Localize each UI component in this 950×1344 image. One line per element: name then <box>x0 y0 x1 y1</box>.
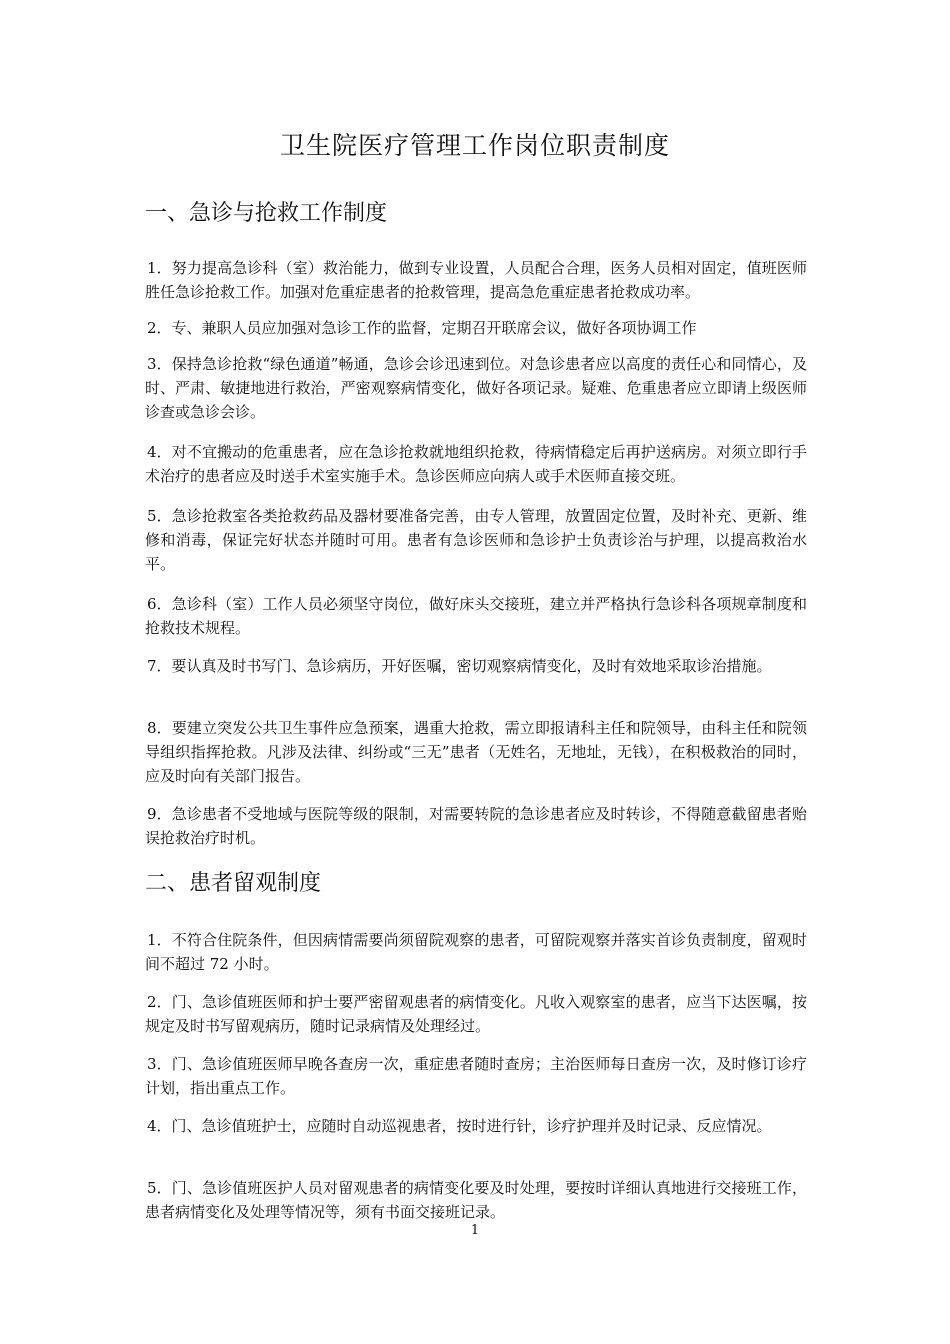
paragraph-item: 2．门、急诊值班医师和护士要严密留观患者的病情变化。凡收入观察室的患者，应当下达医嘱，按规定及时书写留观病历，随时记录病情及处理经过。 <box>145 993 807 1035</box>
paragraph-item: 5．急诊抢救室各类抢救药品及器材要准备完善，由专人管理，放置固定位置，及时补充、更新、维修和消毒，保证完好状态并随时可用。患者有急诊医师和急诊护士负责诊治与护理，以提高救治水平。 <box>145 507 807 573</box>
document-title: 卫生院医疗管理工作岗位职责制度 <box>279 131 670 160</box>
section-heading-emergency: 一、急诊与抢救工作制度 <box>145 201 388 226</box>
paragraph-item: 4．门、急诊值班护士，应随时自动巡视患者，按时进行针，诊疗护理并及时记录、反应情况。 <box>147 1117 772 1135</box>
paragraph-item: 8．要建立突发公共卫生事件应急预案，遇重大抢救，需立即报请科主任和院领导，由科主任和院领导组织指挥抢救。凡涉及法律、纠纷或“三无”患者（无姓名，无地址，无钱），在积极救治的同时，应及时向有关部门报告。 <box>145 719 807 785</box>
paragraph-item: 3．门、急诊值班医师早晚各查房一次，重症患者随时查房；主治医师每日查房一次，及时修订诊疗计划，指出重点工作。 <box>145 1055 807 1097</box>
paragraph-item: 3．保持急诊抢救“绿色通道”畅通，急诊会诊迅速到位。对急诊患者应以高度的责任心和同情心，及时、严肃、敏捷地进行救治，严密观察病情变化，做好各项记录。疑难、危重患者应立即请上级医师诊查或急诊会诊。 <box>145 355 807 421</box>
paragraph-item: 4．对不宜搬动的危重患者，应在急诊抢救就地组织抢救，待病情稳定后再护送病房。对须立即行手术治疗的患者应及时送手术室实施手术。急诊医师应向病人或手术医师直接交班。 <box>145 443 807 485</box>
paragraph-item: 1．不符合住院条件，但因病情需要尚须留院观察的患者，可留院观察并落实首诊负责制度，留观时间不超过 72 小时。 <box>145 931 807 973</box>
paragraph-item: 7．要认真及时书写门、急诊病历，开好医嘱，密切观察病情变化，及时有效地采取诊治措施。 <box>147 657 772 675</box>
paragraph-item: 2．专、兼职人员应加强对急诊工作的监督，定期召开联席会议，做好各项协调工作 <box>147 319 697 337</box>
page-number: 1 <box>470 1223 480 1238</box>
section-heading-observation: 二、患者留观制度 <box>145 871 322 896</box>
paragraph-item: 9．急诊患者不受地域与医院等级的限制，对需要转院的急诊患者应及时转诊，不得随意截留患者贻误抢救治疗时机。 <box>145 805 807 847</box>
paragraph-item: 5．门、急诊值班医护人员对留观患者的病情变化要及时处理，要按时详细认真地进行交接班工作，患者病情变化及处理等情况等，须有书面交接班记录。 <box>145 1179 807 1221</box>
paragraph-item: 6．急诊科（室）工作人员必须坚守岗位，做好床头交接班，建立并严格执行急诊科各项规章制度和抢救技术规程。 <box>145 595 807 637</box>
paragraph-item: 1．努力提高急诊科（室）救治能力，做到专业设置，人员配合合理，医务人员相对固定，值班医师胜任急诊抢救工作。加强对危重症患者的抢救管理，提高急危重症患者抢救成功率。 <box>145 259 807 301</box>
